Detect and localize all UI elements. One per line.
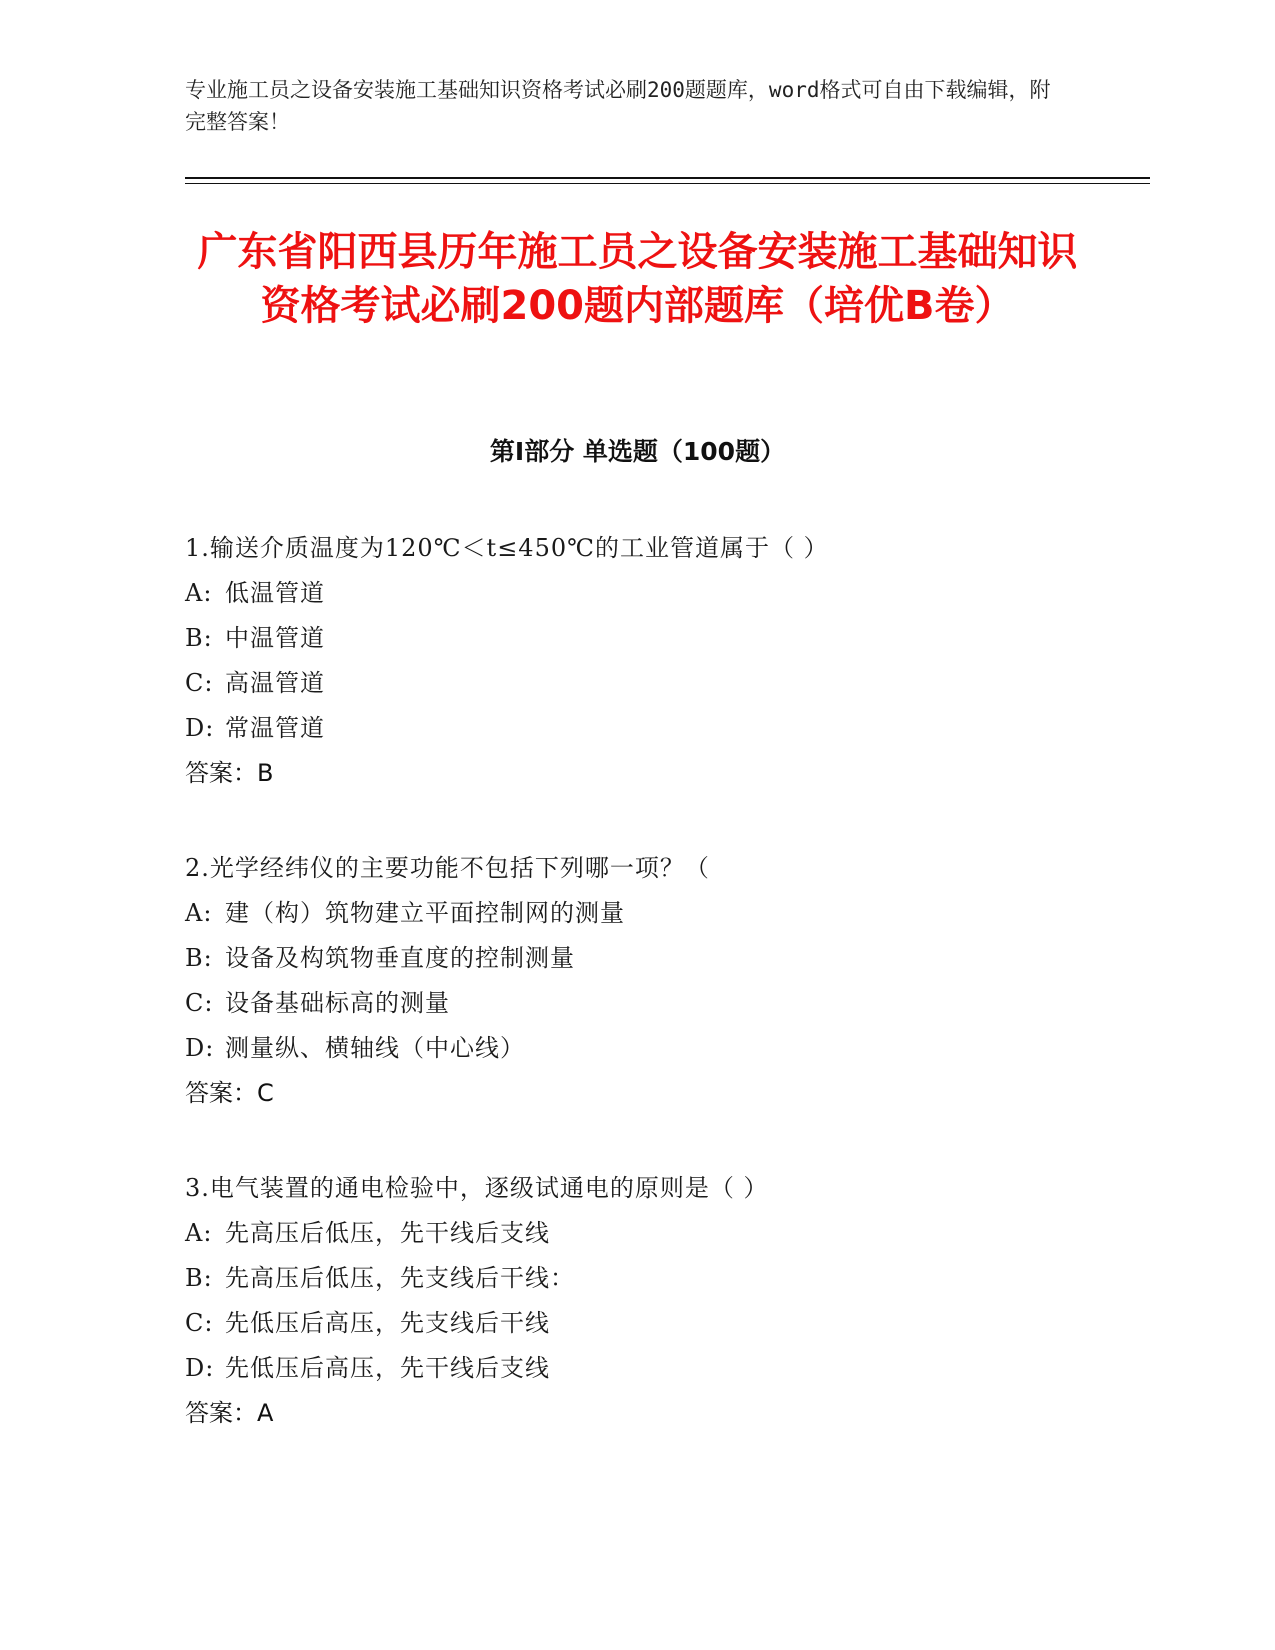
option-text: 先高压后低压，先支线后干线： [225,1264,575,1292]
question-list [185,526,1085,1486]
option-text: 先高压后低压，先干线后支线 [225,1219,550,1247]
option-text: 先低压后高压，先支线后干线 [225,1309,550,1337]
option-text: 常温管道 [225,714,325,742]
option-letter: A: [185,899,213,927]
option-text: 建（构）筑物建立平面控制网的测量 [225,899,625,927]
option-b [185,936,1085,981]
option-text: 高温管道 [225,669,325,697]
option-c [185,1301,1085,1346]
document-title: 广东省阳西县历年施工员之设备安装施工基础知识资格考试必刷200题内部题库（培优B卷） [197,229,1078,329]
question-2 [185,846,1085,1116]
header-divider-thick [185,177,1150,179]
answer: 答案：C [185,1079,274,1107]
option-text: 中温管道 [225,624,325,652]
option-text: 测量纵、横轴线（中心线） [225,1034,525,1062]
option-c [185,661,1085,706]
header-note: 专业施工员之设备安装施工基础知识资格考试必刷200题题库，word格式可自由下载编辑，附完整答案！ [185,78,1051,134]
option-text: 低温管道 [225,579,325,607]
option-text: 设备基础标高的测量 [225,989,450,1017]
option-a [185,1211,1085,1256]
option-letter: C: [185,989,214,1017]
option-b [185,616,1085,661]
option-text: 设备及构筑物垂直度的控制测量 [225,944,575,972]
option-a [185,571,1085,616]
option-letter: B: [185,944,213,972]
question-stem: 2.光学经纬仪的主要功能不包括下列哪一项？（ [185,854,710,882]
option-d [185,706,1085,751]
question-3 [185,1166,1085,1436]
question-stem: 3.电气装置的通电检验中，逐级试通电的原则是（ ） [185,1174,769,1202]
option-text: 先低压后高压，先干线后支线 [225,1354,550,1382]
question-stem: 1.输送介质温度为120℃＜t≤450℃的工业管道属于（ ） [185,534,829,562]
option-letter: B: [185,624,213,652]
option-a [185,891,1085,936]
option-c [185,981,1085,1026]
question-1 [185,526,1085,796]
option-letter: A: [185,1219,213,1247]
option-letter: C: [185,669,214,697]
answer: 答案：B [185,759,274,787]
option-letter: B: [185,1264,213,1292]
section-title: 第Ⅰ部分 单选题（100题） [489,437,786,466]
option-d [185,1346,1085,1391]
option-letter: A: [185,579,213,607]
option-letter: D: [185,1034,215,1062]
option-letter: C: [185,1309,214,1337]
answer: 答案：A [185,1399,274,1427]
option-letter: D: [185,1354,215,1382]
option-d [185,1026,1085,1071]
header-divider-thin [185,183,1150,184]
option-b [185,1256,1085,1301]
option-letter: D: [185,714,215,742]
